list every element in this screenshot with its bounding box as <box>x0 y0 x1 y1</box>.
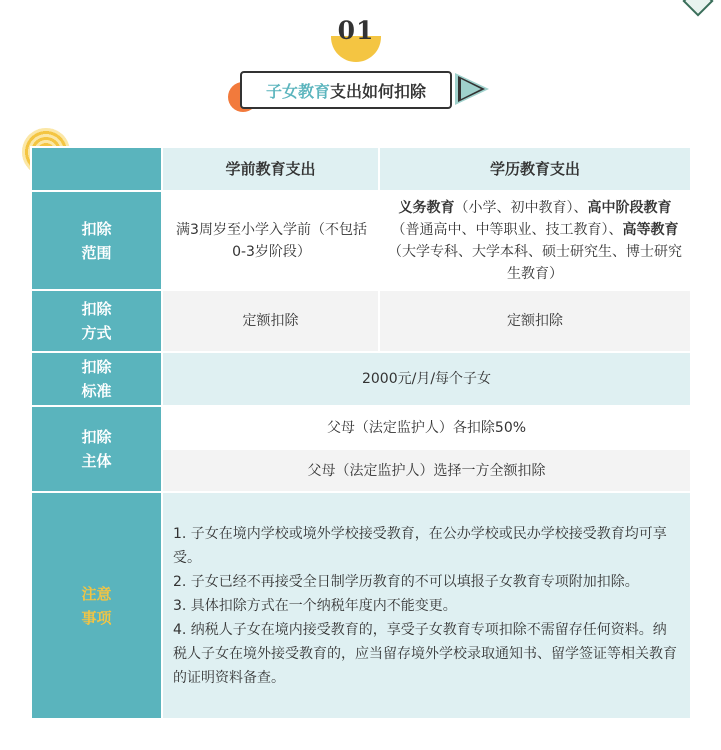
range-higher-rest: （大学专科、大学本科、硕士研究生、博士研究生教育） <box>388 243 682 282</box>
table-row-notes <box>31 492 691 719</box>
notes-list <box>163 522 690 690</box>
standard-value-cell: 2000元/月/每个子女 <box>162 352 691 406</box>
table-row-range <box>31 191 691 290</box>
section-title <box>226 66 498 112</box>
row-label-range-line2: 范围 <box>81 243 112 262</box>
row-label-subject-line2: 主体 <box>81 452 112 470</box>
title-box <box>240 71 452 109</box>
subject-option-2-cell: 父母（法定监护人）选择一方全额扣除 <box>162 449 691 492</box>
row-label-subject-line1: 扣除 <box>81 428 112 446</box>
subject-option-1-cell: 父母（法定监护人）各扣除50% <box>162 406 691 449</box>
section-number: 01 <box>337 16 375 45</box>
range-compulsory-bold: 义务教育 <box>398 199 455 216</box>
table-row-subject-1 <box>31 406 691 449</box>
row-label-method <box>31 290 162 352</box>
note-item-4: 4. 纳税人子女在境内接受教育的，享受子女教育专项扣除不需留存任何资料。纳税人子女在境外接受教育的，应当留存境外学校录取通知书、留学签证等相关教育的证明资料备查。 <box>173 621 677 686</box>
table-row-standard <box>31 352 691 406</box>
row-label-method-line1: 扣除 <box>81 300 112 318</box>
row-label-standard <box>31 352 162 406</box>
title-rest: 支出如何扣除 <box>330 81 427 101</box>
range-highschool-bold: 高中阶段教育 <box>587 199 672 216</box>
range-highschool-rest: （普通高中、中等职业、技工教育）、 <box>391 221 623 238</box>
corner-diamond-icon <box>682 0 713 17</box>
header-corner-cell <box>31 147 162 191</box>
row-label-range-line1: 扣除 <box>81 219 112 238</box>
section-number-badge <box>327 16 385 62</box>
title-highlight: 子女教育 <box>265 81 330 101</box>
row-label-method-line2: 方式 <box>81 324 112 342</box>
note-item-3: 3. 具体扣除方式在一个纳税年度内不能变更。 <box>173 597 457 614</box>
row-label-standard-line1: 扣除 <box>81 358 112 376</box>
range-compulsory-rest: （小学、初中教育）、 <box>454 199 588 216</box>
method-preschool-cell: 定额扣除 <box>162 290 379 352</box>
note-item-1: 1. 子女在境内学校或境外学校接受教育，在公办学校或民办学校接受教育均可享受。 <box>173 525 667 566</box>
row-label-standard-line2: 标准 <box>81 382 112 400</box>
column-header-academic: 学历教育支出 <box>379 147 691 191</box>
row-label-subject <box>31 406 162 492</box>
notes-cell <box>162 492 691 719</box>
row-label-notes <box>31 492 162 719</box>
range-higher-bold: 高等教育 <box>622 221 679 238</box>
table-header-row <box>31 147 691 191</box>
row-label-notes-line1: 注意 <box>81 584 112 603</box>
table-row-method <box>31 290 691 352</box>
method-academic-cell: 定额扣除 <box>379 290 691 352</box>
column-header-preschool: 学前教育支出 <box>162 147 379 191</box>
deduction-table <box>30 146 692 720</box>
row-label-range <box>31 191 162 290</box>
range-academic-cell <box>379 191 691 290</box>
range-preschool-cell: 满3周岁至小学入学前（不包括0-3岁阶段） <box>162 191 379 290</box>
row-label-notes-line2: 事项 <box>81 608 112 627</box>
note-item-2: 2. 子女已经不再接受全日制学历教育的不可以填报子女教育专项附加扣除。 <box>173 573 639 590</box>
triangle-inner-icon <box>461 79 481 99</box>
